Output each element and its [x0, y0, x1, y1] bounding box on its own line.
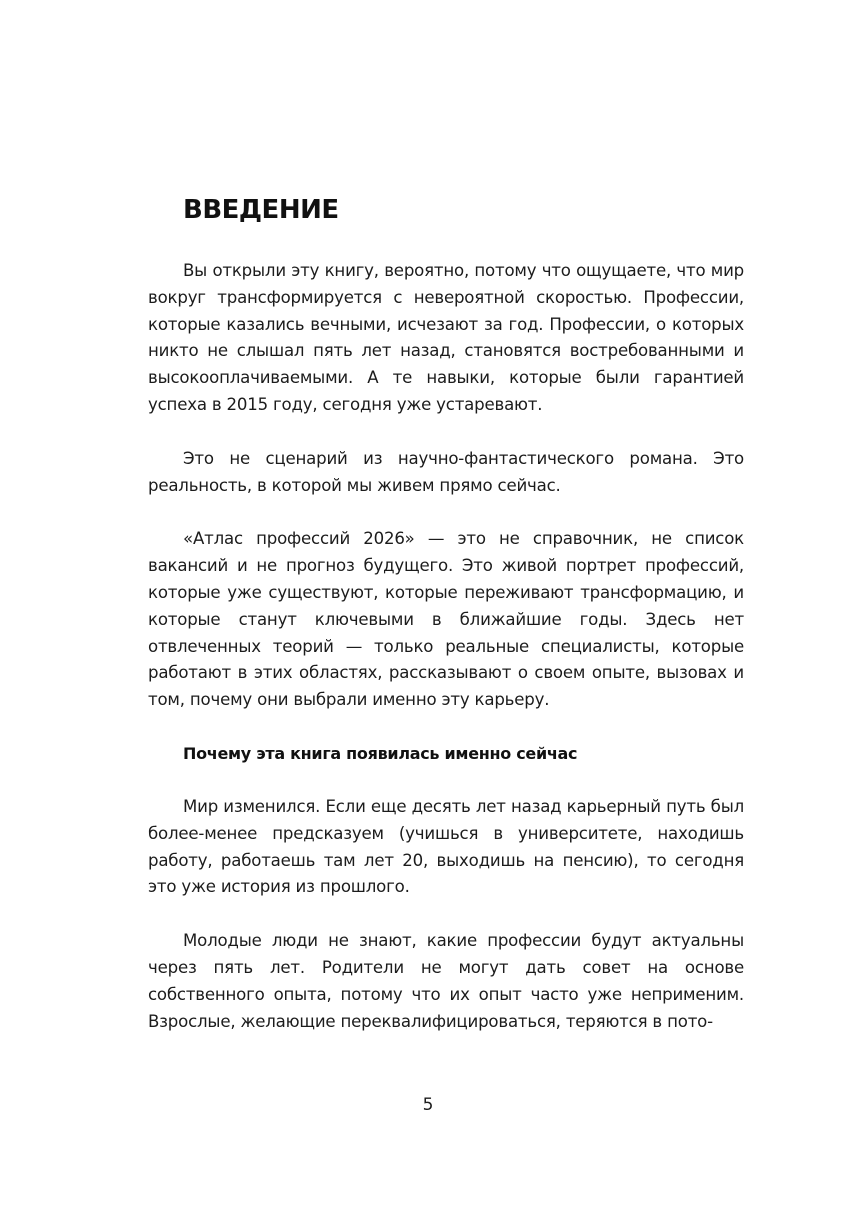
spacer — [148, 499, 744, 526]
spacer — [148, 419, 744, 446]
spacer — [148, 714, 744, 741]
paragraph-atlas: «Атлас профессий 2026» — это не справочник, не список вакансий и не прогноз будущего. Это живой портрет профессий, которые уже существуют, которые переживают трансформацию, и которые станут ключевыми в ближайшие годы. Здесь нет отвлеченных теорий — только реальные специалисты, которые работают в этих областях, рассказывают о своем опыте, вызовах и том, почему они выбрали именно эту карьеру. — [148, 529, 744, 710]
paragraph-world-changed: Мир изменился. Если еще десять лет назад карьерный путь был более-менее предсказуем (учишься в университете, находишь работу, работаешь там лет 20, выходишь на пенсию), то сегодня это уже история из прошлого. — [148, 796, 744, 897]
page-number: 5 — [422, 1095, 434, 1115]
paragraph-intro: Вы открыли эту книгу, вероятно, потому что ощущаете, что мир вокруг трансформируется с невероятной скоростью. Профессии, которые казались вечными, исчезают за год. Профессии, о которых никто не слышал пять лет назад, становятся востребованными и высокооплачиваемыми. А те навыки, которые были гарантией успеха в 2015 году, сегодня уже устаревают. — [148, 261, 744, 414]
spacer — [148, 901, 744, 928]
paragraph-reality: Это не сценарий из научно-фантастического романа. Это реальность, в которой мы живем прямо сейчас. — [148, 448, 744, 495]
spacer — [148, 767, 744, 794]
spacer — [148, 230, 744, 258]
section-subheading: Почему эта книга появилась именно сейчас — [183, 743, 578, 763]
paragraph-young-people: Молодые люди не знают, какие профессии будут актуальны через пять лет. Родители не могут дать совет на основе собственного опыта, потому что их опыт часто уже неприменим. Взрослые, желающие переквалифицироваться, теряются в пото- — [148, 931, 744, 1031]
page-body — [148, 190, 744, 1035]
chapter-title: ВВЕДЕНИЕ — [183, 195, 339, 225]
